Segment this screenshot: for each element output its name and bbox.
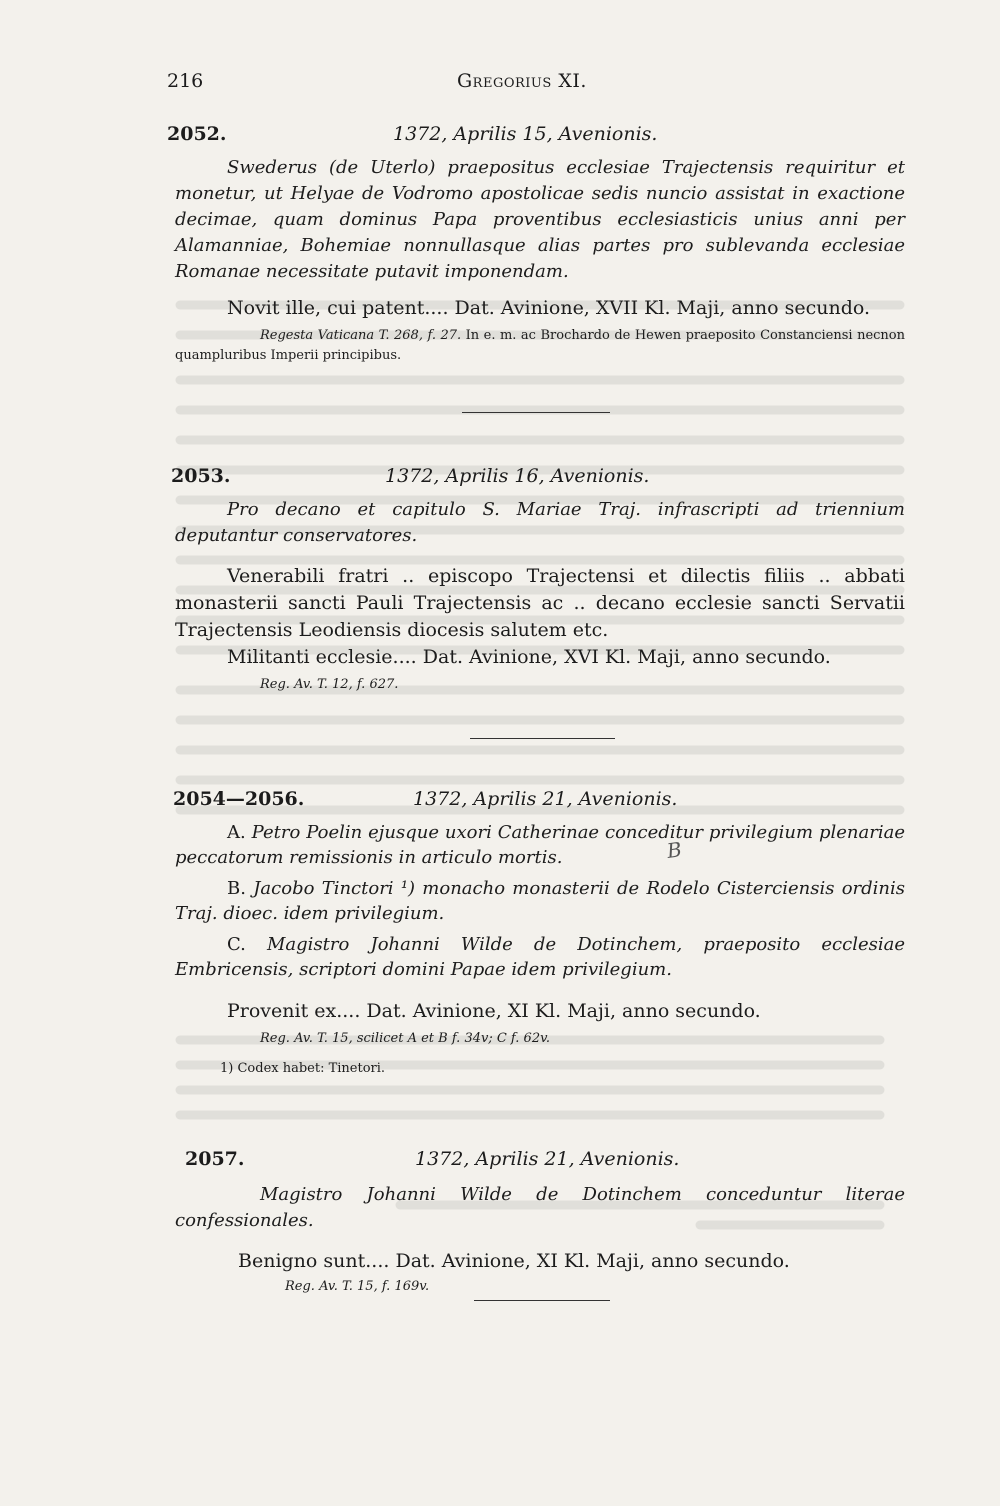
entry-heading (167, 123, 905, 149)
entry-source (175, 675, 905, 695)
entry-source (175, 1029, 905, 1049)
entry-heading (171, 465, 905, 491)
entry-date: 1372, Aprilis 21, Avenionis. (415, 1148, 680, 1170)
item-text: Jacobo Tinctori ¹) monacho monasterii de Rodelo Cisterciensis ordinis Traj. dioec. idem privilegium. (175, 878, 905, 924)
footnote: 1) Codex habet: Tinetori. (220, 1061, 386, 1076)
item-label: B. (227, 878, 246, 899)
entry-number: 2053. (171, 465, 231, 487)
item-text: Magistro Johanni Wilde de Dotinchem, praeposito ecclesiae Embricensis, scriptori domini Papae idem privilegium. (175, 934, 905, 980)
entry-date: 1372, Aprilis 16, Avenionis. (385, 465, 650, 487)
page-number: 216 (167, 70, 204, 92)
entry-2054-2056 (175, 788, 905, 1079)
entry-2053 (171, 465, 905, 695)
separator-rule (470, 738, 615, 739)
entry-2052 (167, 123, 905, 366)
entry-summary: Pro decano et capitulo S. Mariae Traj. infrascripti ad triennium deputantur conservatores. (175, 499, 905, 546)
item-label: C. (227, 934, 246, 955)
handwritten-margin-note: B (665, 837, 684, 863)
entry-date: 1372, Aprilis 15, Avenionis. (393, 123, 658, 145)
entry-incipit: Provenit ex.... Dat. Avinione, XI Kl. Maji, anno secundo. (227, 1000, 761, 1022)
separator-rule (474, 1300, 610, 1301)
entry-date: 1372, Aprilis 21, Avenionis. (413, 788, 678, 810)
entry-number: 2057. (185, 1148, 245, 1170)
entry-incipit: Novit ille, cui patent.... Dat. Avinione, XVII Kl. Maji, anno secundo. (227, 297, 871, 319)
entry-summary: Magistro Johanni Wilde de Dotinchem conceduntur literae confessionales. (175, 1184, 905, 1231)
entry-number: 2054—2056. (173, 788, 305, 810)
source-reference: Reg. Av. T. 12, f. 627. (260, 677, 399, 692)
entry-source (175, 1277, 905, 1297)
entry-incipit: Militanti ecclesie.... Dat. Avinione, XVI Kl. Maji, anno secundo. (227, 646, 831, 668)
source-reference: Reg. Av. T. 15, f. 169v. (285, 1279, 430, 1294)
item-text: Petro Poelin ejusque uxori Catherinae conceditur privilegium plenariae peccatorum remissionis in articulo mortis. (175, 822, 905, 868)
entry-number: 2052. (167, 123, 227, 145)
privilege-item-c (175, 932, 905, 982)
item-label: A. (227, 822, 246, 843)
entry-2057 (175, 1148, 905, 1297)
entry-heading (175, 788, 905, 814)
source-reference: Regesta Vaticana T. 268, f. 27. (260, 328, 462, 343)
entry-incipit: Benigno sunt.... Dat. Avinione, XI Kl. Maji, anno secundo. (238, 1250, 790, 1272)
entry-source (175, 326, 905, 366)
running-title: Gregorius XI. (457, 70, 587, 92)
separator-rule (462, 412, 610, 413)
privilege-item-b (175, 876, 905, 926)
source-note: In e. m. ac Brochardo de Hewen praeposito Constanciensi necnon quampluribus Imperii principibus. (175, 328, 905, 363)
source-reference: Reg. Av. T. 15, scilicet A et B f. 34v; C f. 62v. (260, 1031, 551, 1046)
privilege-item-a (175, 820, 905, 870)
entry-summary: Swederus (de Uterlo) praepositus ecclesiae Trajectensis requiritur et monetur, ut Helyae de Vodromo apostolicae sedis nuncio assistat in exactione decimae, quam dominus Papa proventibus ecclesiasticis unius anni per Alamanniae, Bohemiae nonnullasque alias partes pro sublevanda ecclesiae Romanae necessitate putavit imponendam. (175, 157, 905, 282)
entry-address: Venerabili fratri .. episcopo Trajectensi et dilectis filiis .. abbati monasterii sancti Pauli Trajectensis ac .. decano ecclesie sancti Servatii Trajectensis Leodiensis diocesis salutem etc. (175, 565, 905, 641)
entry-heading (175, 1148, 905, 1174)
